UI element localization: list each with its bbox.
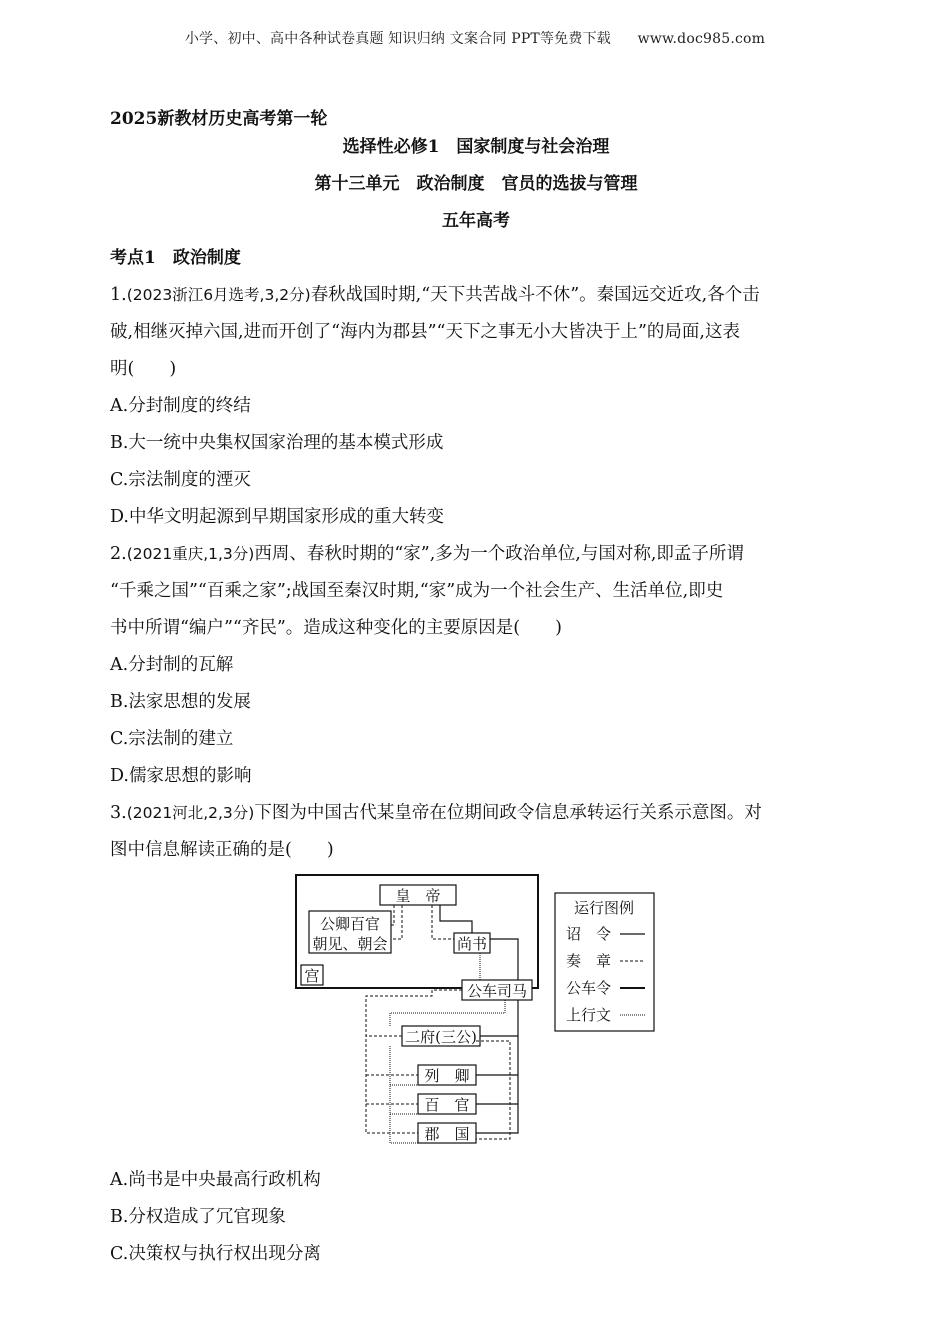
question-1-stem-line: 明( ) xyxy=(110,359,177,379)
option-a: A.尚书是中央最高行政机构 xyxy=(110,1170,321,1190)
gongqing-label: 公卿百官 xyxy=(319,915,381,933)
series-title: 2025新教材历史高考第一轮 xyxy=(110,109,328,129)
question-1-stem-line: 破,相继灭掉六国,进而开创了“海内为郡县”“天下之事无小大皆决于上”的局面,这表 xyxy=(110,322,740,342)
legend-item-zouzhang: 奏 章 xyxy=(566,952,612,970)
question-2-stem: 2.(2021重庆,1,3分)西周、春秋时期的“家”,多为一个政治单位,与国对称,即孟子所谓 xyxy=(110,544,744,564)
shangshu-label: 尚书 xyxy=(456,935,488,953)
option-c: C.宗法制的建立 xyxy=(110,729,234,749)
option-b: B.分权造成了冗官现象 xyxy=(110,1207,286,1227)
option-a: A.分封制度的终结 xyxy=(110,396,251,416)
legend-item-shangxing: 上行文 xyxy=(566,1006,612,1024)
section-title: 五年高考 xyxy=(442,211,510,231)
question-source: (2023浙江6月选考,3,2分) xyxy=(126,286,311,304)
header-url[interactable]: www.doc985.com xyxy=(637,31,766,47)
lieqing-label: 列 卿 xyxy=(424,1067,470,1085)
chaohui-label: 朝见、朝会 xyxy=(312,935,388,953)
option-a: A.分封制的瓦解 xyxy=(110,655,234,675)
topic-heading: 考点1 政治制度 xyxy=(110,248,241,268)
page-header xyxy=(0,28,950,48)
question-3-stem-line: 图中信息解读正确的是( ) xyxy=(110,840,334,860)
junguo-label: 郡 国 xyxy=(424,1125,470,1143)
question-1-stem: 1.(2023浙江6月选考,3,2分)春秋战国时期,“天下共苦战斗不休”。秦国远交近攻,各个击 xyxy=(110,285,760,305)
option-d: D.中华文明起源到早期国家形成的重大转变 xyxy=(110,507,444,527)
module-title: 选择性必修1 国家制度与社会治理 xyxy=(342,137,610,157)
option-d: D.儒家思想的影响 xyxy=(110,766,252,786)
document-body xyxy=(110,100,842,1273)
unit-title: 第十三单元 政治制度 官员的选拔与管理 xyxy=(314,174,638,194)
legend-item-gongche: 公车令 xyxy=(566,979,612,997)
legend-title: 运行图例 xyxy=(573,899,635,917)
option-b: B.大一统中央集权国家治理的基本模式形成 xyxy=(110,433,444,453)
legend-item-zhaoling: 诏 令 xyxy=(566,925,612,943)
gong-label: 宫 xyxy=(304,967,320,985)
option-c: C.宗法制度的湮灭 xyxy=(110,470,251,490)
question-2-stem-line: “千乘之国”“百乘之家”;战国至秦汉时期,“家”成为一个社会生产、生活单位,即史 xyxy=(110,581,724,601)
option-b: B.法家思想的发展 xyxy=(110,692,251,712)
option-c: C.决策权与执行权出现分离 xyxy=(110,1244,321,1264)
question-source: (2021河北,2,3分) xyxy=(126,804,255,822)
emperor-label: 皇 帝 xyxy=(395,887,441,905)
gongche-label: 公车司马 xyxy=(466,982,528,1000)
erfu-label: 二府(三公) xyxy=(405,1028,477,1046)
diagram-svg xyxy=(110,873,842,1158)
question-source: (2021重庆,1,3分) xyxy=(126,545,255,563)
header-text: 小学、初中、高中各种试卷真题 知识归纳 文案合同 PPT等免费下载 xyxy=(184,31,611,47)
baiguan-label: 百 官 xyxy=(424,1096,470,1114)
political-flow-diagram xyxy=(110,873,842,1158)
question-3-stem: 3.(2021河北,2,3分)下图为中国古代某皇帝在位期间政令信息承转运行关系示意图。对 xyxy=(110,803,762,823)
question-2-stem-line: 书中所谓“编户”“齐民”。造成这种变化的主要原因是( ) xyxy=(110,618,562,638)
